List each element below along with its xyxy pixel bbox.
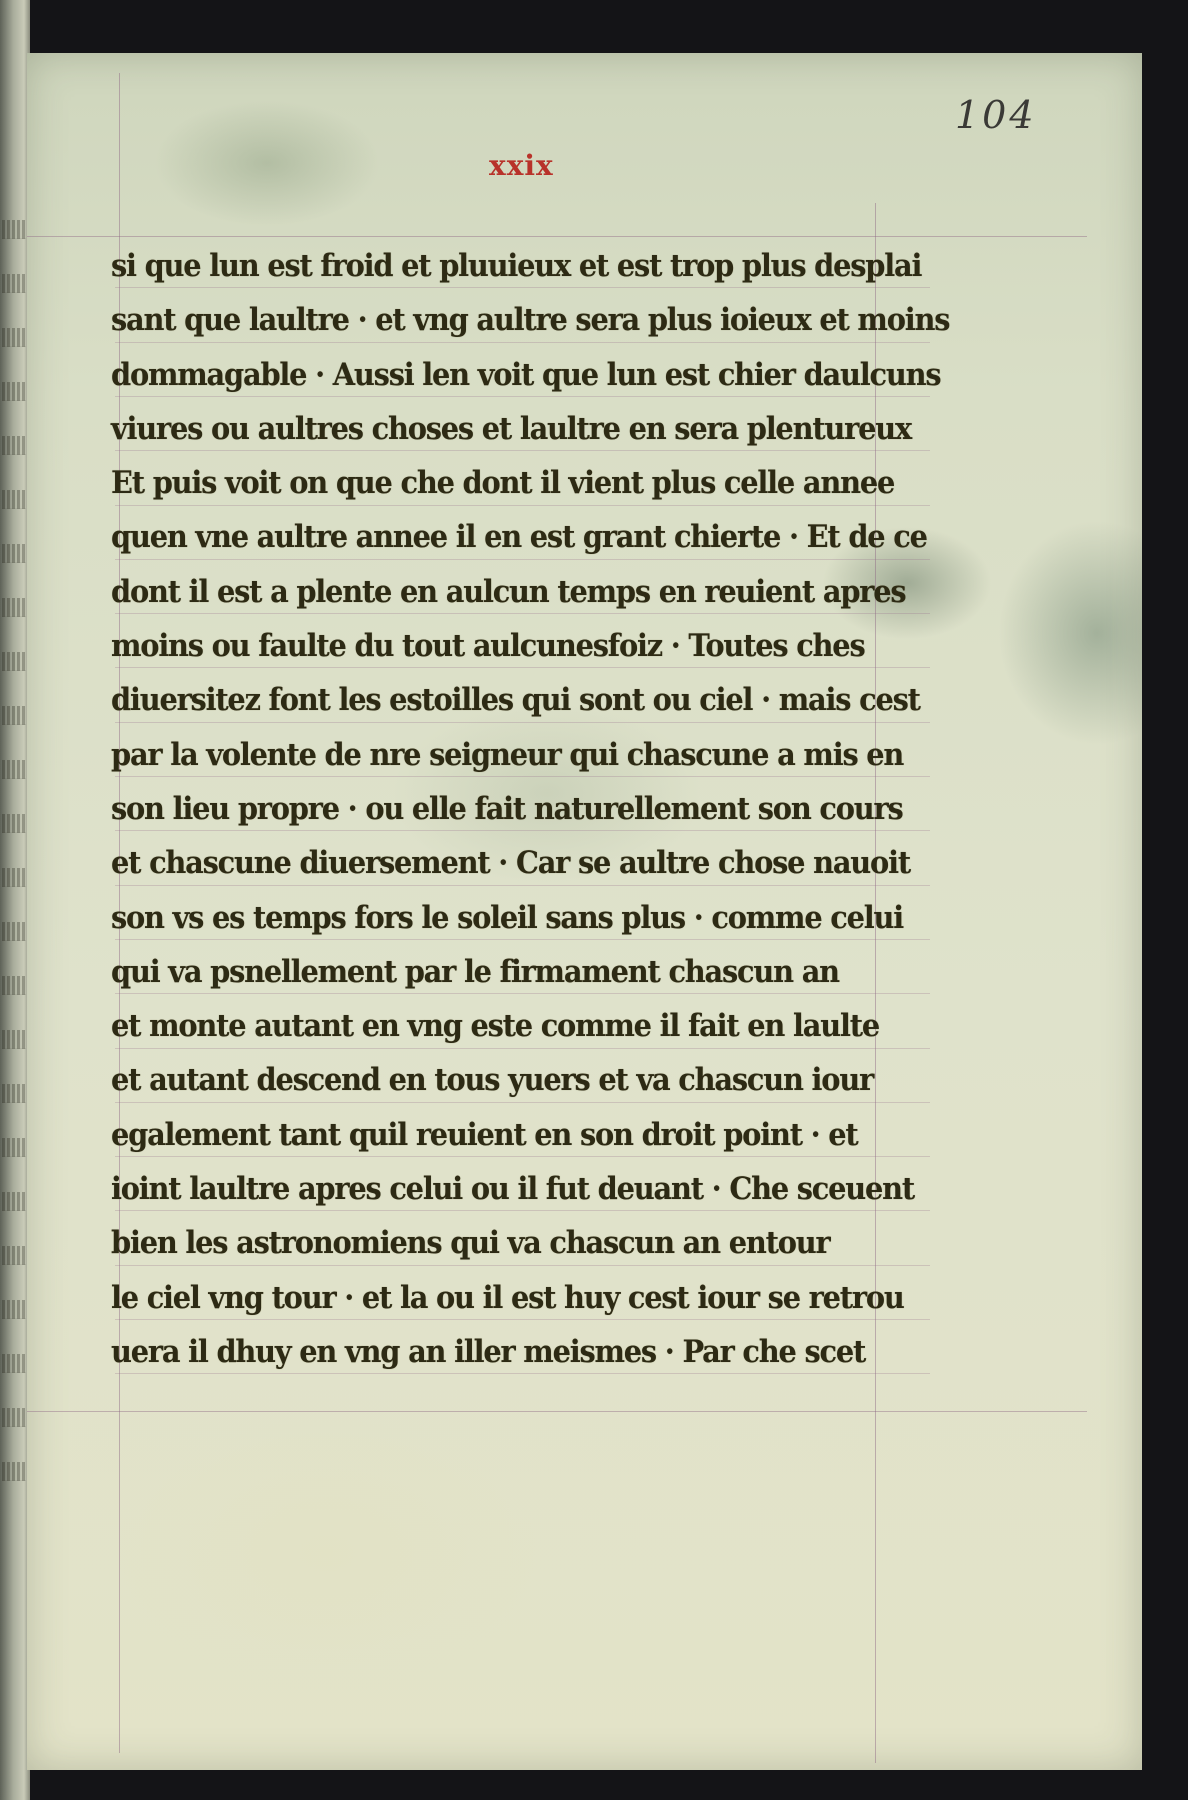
ruling-bottom	[27, 1411, 1087, 1412]
text-line: si que lun est froid et pluuieux et est trop plus desplai	[111, 248, 922, 284]
folio-number: 104	[955, 93, 1037, 137]
text-line: par la volente de nre seigneur qui chascune a mis en	[111, 736, 904, 773]
previous-leaf-writing	[2, 1246, 26, 1265]
previous-leaf-writing	[2, 1030, 26, 1049]
parchment-page	[27, 53, 1142, 1770]
text-line: viures ou aultres choses et laultre en sera plentureux	[111, 410, 912, 447]
previous-leaf-edge	[0, 0, 30, 1800]
text-line: son lieu propre · ou elle fait naturellement son cours	[111, 790, 903, 827]
text-line: son vs es temps fors le soleil sans plus · comme celui	[111, 899, 904, 936]
previous-leaf-writing	[2, 328, 26, 347]
text-line: dont il est a plente en aulcun temps en reuient apres	[111, 573, 906, 610]
text-line: et chascune diuersement · Car se aultre chose nauoit	[111, 845, 910, 882]
previous-leaf-writing	[2, 706, 26, 725]
text-line: uera il dhuy en vng an iller meismes · Par che scet	[111, 1333, 866, 1370]
previous-leaf-writing	[2, 652, 26, 671]
text-line: diuersitez font les estoilles qui sont ou ciel · mais cest	[111, 682, 920, 719]
ruling-top	[27, 236, 1087, 237]
rubric-heading: xxix	[489, 149, 554, 182]
text-line: dommagable · Aussi len voit que lun est chier daulcuns	[111, 356, 941, 393]
text-line: et autant descend en tous yuers et va chascun iour	[111, 1062, 874, 1099]
text-line: ioint laultre apres celui ou il fut deuant · Che sceuent	[111, 1171, 915, 1208]
text-line: moins ou faulte du tout aulcunesfoiz · Toutes ches	[111, 628, 865, 665]
previous-leaf-writing	[2, 1084, 26, 1103]
previous-leaf-writing	[2, 1408, 26, 1427]
previous-leaf-writing	[2, 1354, 26, 1373]
previous-leaf-writing	[2, 976, 26, 995]
text-line: et monte autant en vng este comme il fait en laulte	[111, 1008, 879, 1045]
previous-leaf-writing	[2, 490, 26, 509]
text-line: bien les astronomiens qui va chascun an entour	[111, 1225, 830, 1262]
text-line: quen vne aultre annee il en est grant chierte · Et de ce	[111, 519, 927, 556]
text-line: egalement tant quil reuient en son droit point · et	[111, 1116, 858, 1153]
previous-leaf-writing	[2, 436, 26, 455]
previous-leaf-writing	[2, 1462, 26, 1481]
text-line: Et puis voit on que che dont il vient plus celle annee	[111, 465, 895, 502]
previous-leaf-writing	[2, 220, 26, 239]
previous-leaf-writing	[2, 544, 26, 563]
previous-leaf-writing	[2, 1300, 26, 1319]
text-line: sant que laultre · et vng aultre sera plus ioieux et moins	[111, 302, 950, 339]
text-column	[111, 239, 950, 1379]
previous-leaf-writing	[2, 382, 26, 401]
previous-leaf-writing	[2, 760, 26, 779]
text-line: qui va psnellement par le firmament chascun an	[111, 953, 839, 990]
previous-leaf-writing	[2, 814, 26, 833]
previous-leaf-writing	[2, 1192, 26, 1211]
previous-leaf-writing	[2, 598, 26, 617]
previous-leaf-writing	[2, 274, 26, 293]
previous-leaf-writing	[2, 922, 26, 941]
previous-leaf-writing	[2, 868, 26, 887]
text-line: le ciel vng tour · et la ou il est huy cest iour se retrou	[111, 1279, 904, 1316]
previous-leaf-writing	[2, 1138, 26, 1157]
